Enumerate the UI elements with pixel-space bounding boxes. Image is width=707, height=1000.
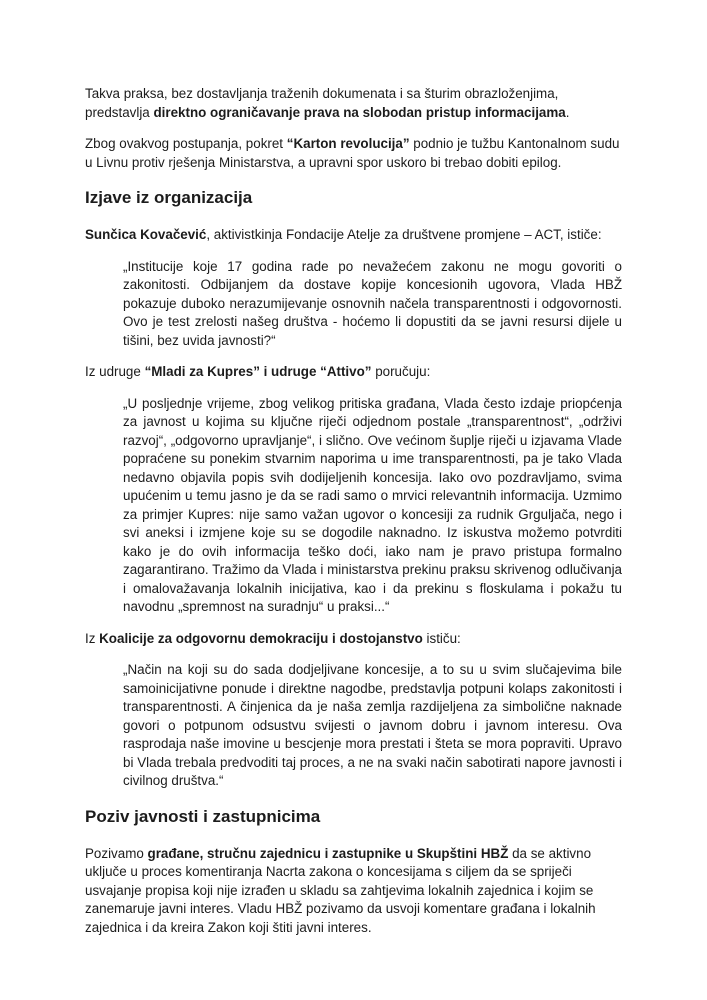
heading-izjave-iz-organizacija: Izjave iz organizacija bbox=[85, 188, 253, 207]
quote-koalicija: „Način na koji su do sada dodjeljivane koncesije, a to su u svim slučajevima bile samoinicijativne ponude i direktne nagodbe, predstavlja potpuni kolaps zakonitosti i transparentnosti. A činjenica da je naša zemlja razdijeljena za simbolične naknade govori o potpunom odsustvu svijesti o javnom dobru i javnom interesu. Ova rasprodaja naše imovine u bescjenje mora prestati i šteta se mora popraviti. Upravo bi Vlada trebala predvoditi taj proces, a ne na svaki način sabotirati napore javnosti i civilnog društva.“ bbox=[123, 662, 622, 788]
quote-suncica-kovacevic: „Institucije koje 17 godina rade po nevažećem zakonu ne mogu govoriti o zakonitosti. Odbijanjem da dostave kopije koncesionih ugovora, Vlada HBŽ pokazuje duboko nerazumijevanje osnovnih načela transparentnosti i odgovornosti. Ovo je test zrelosti našeg društva - hoćemo li dopustiti da se javni resursi dijele u tišini, bez uvida javnosti?“ bbox=[123, 258, 622, 348]
quote-mladi-za-kupres-attivo: „U posljednje vrijeme, zbog velikog pritiska građana, Vlada često izdaje priopćenja za javnost u kojima su ključne riječi odjednom postale „transparentnost“, „održivi razvoj“, „odgovorno upravljanje“, i slično. Ove većinom šuplje riječi u izjavama Vlade popraćene su ponekim stvarnim naporima u ime transparentnosti, pa je tako Vlada nedavno objavila popis svih dodijeljenih koncesija. Iako ovo pozdravljamo, svima upućenim u temu jasno je da se radi samo o mrvici relevantnih informacija. Uzmimo za primjer Kupres: nije samo važan ugovor o koncesiji za rudnik Grguljača, nego i svi aneksi i izmjene koje su se dogodile naknadno. Iz iskustva možemo potvrditi kako je do ovih informacija teško doći, iako nam je pravo pristupa formalno zagarantirano. Tražimo da Vlada i ministarstva prekinu praksu skrivenog odlučivanja i omalovažavanja lokalnih inicijativa, kao i da prekinu s floskulama i pokažu tu navodnu „spremnost na suradnju“ u praksi...“ bbox=[123, 395, 622, 614]
paragraph-takva-praksa: Takva praksa, bez dostavljanja traženih dokumenata i sa šturim obrazloženjima, predstavlja direktno ograničavanje prava na slobodan pristup informacijama. bbox=[85, 86, 570, 120]
heading-poziv-javnosti: Poziv javnosti i zastupnicima bbox=[85, 806, 321, 826]
paragraph-koalicija-intro: Iz Koalicije za odgovornu demokraciju i dostojanstvo ističu: bbox=[85, 630, 461, 646]
paragraph-karton-revolucija: Zbog ovakvog postupanja, pokret “Karton revolucija” podnio je tužbu Kantonalnom sudu u Livnu protiv rješenja Ministarstva, a upravni spor uskoro bi trebao dobiti epilog. bbox=[85, 136, 620, 170]
paragraph-poziv-javnosti: Pozivamo građane, stručnu zajednicu i zastupnike u Skupštini HBŽ da se aktivno uključe u proces komentiranja Nacrta zakona o koncesijama s ciljem da se spriječi usvajanje propisa koji nije izrađen u skladu sa zahtjevima lokalnih zajednica i kojim se zanemaruje javni interes. Vladu HBŽ pozivamo da usvoji komentare građana i lokalnih zajednica i da kreira Zakon koji štiti javni interes. bbox=[85, 845, 596, 935]
paragraph-suncica-kovacevic-intro: Sunčica Kovačević, aktivistkinja Fondacije Atelje za društvene promjene – ACT, ističe: bbox=[85, 227, 602, 242]
paragraph-mladi-za-kupres-intro: Iz udruge “Mladi za Kupres” i udruge “Attivo” poručuju: bbox=[85, 364, 431, 379]
